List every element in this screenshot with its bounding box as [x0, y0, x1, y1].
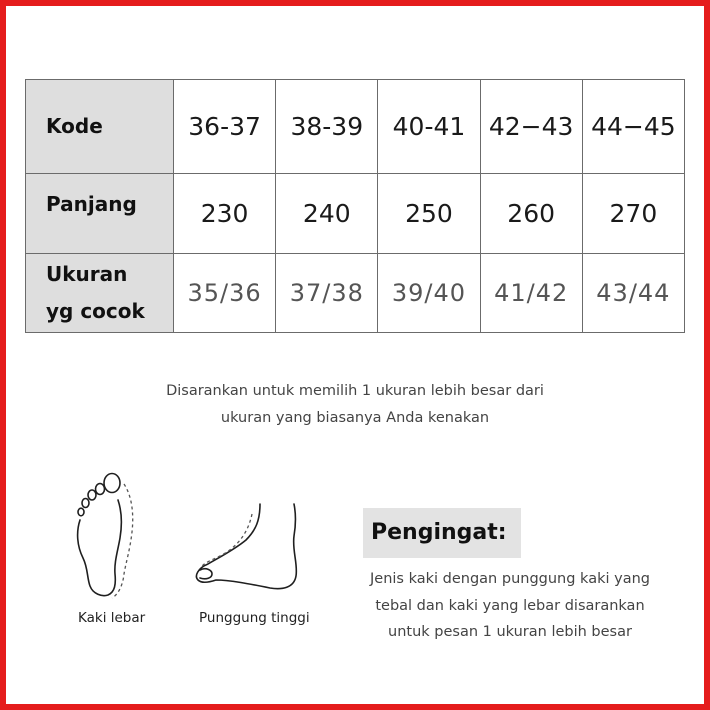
row-header-panjang: Panjang [26, 174, 174, 254]
size-advice-note [90, 378, 620, 432]
table-cell: 250 [378, 174, 480, 254]
table-cell: 42−43 [480, 80, 582, 174]
table-cell: 39/40 [378, 254, 480, 333]
reminder-line: Jenis kaki dengan punggung kaki yang [370, 571, 650, 587]
row-header-line: yg cocok [46, 299, 145, 323]
table-cell: 41/42 [480, 254, 582, 333]
table-row-kode [26, 80, 685, 174]
reminder-line: untuk pesan 1 ukuran lebih besar [388, 624, 632, 640]
row-header-ukuran [26, 254, 174, 333]
table-cell: 40-41 [378, 80, 480, 174]
reminder-text [360, 566, 660, 646]
table-cell: 36-37 [174, 80, 276, 174]
table-cell: 35/36 [174, 254, 276, 333]
table-row-ukuran [26, 254, 685, 333]
reminder-title: Pengingat: [363, 508, 521, 558]
table-cell: 44−45 [582, 80, 684, 174]
reminder-line: tebal dan kaki yang lebar disarankan [375, 597, 645, 614]
table-cell: 230 [174, 174, 276, 254]
table-cell: 38-39 [276, 80, 378, 174]
table-cell: 43/44 [582, 254, 684, 333]
row-header-kode: Kode [26, 80, 174, 174]
table-row-panjang [26, 174, 685, 254]
table-cell: 260 [480, 174, 582, 254]
table-cell: 270 [582, 174, 684, 254]
wide-foot-sole-icon [72, 470, 152, 600]
wide-foot-label: Kaki lebar [78, 610, 146, 626]
note-line: Disarankan untuk memilih 1 ukuran lebih besar dari [166, 383, 544, 399]
table-cell: 240 [276, 174, 378, 254]
size-chart-table [25, 79, 685, 333]
high-instep-foot-icon [190, 500, 305, 600]
table-cell: 37/38 [276, 254, 378, 333]
row-header-line: Ukuran [46, 262, 128, 286]
high-instep-label: Punggung tinggi [199, 610, 310, 626]
note-line: ukuran yang biasanya Anda kenakan [220, 410, 490, 426]
